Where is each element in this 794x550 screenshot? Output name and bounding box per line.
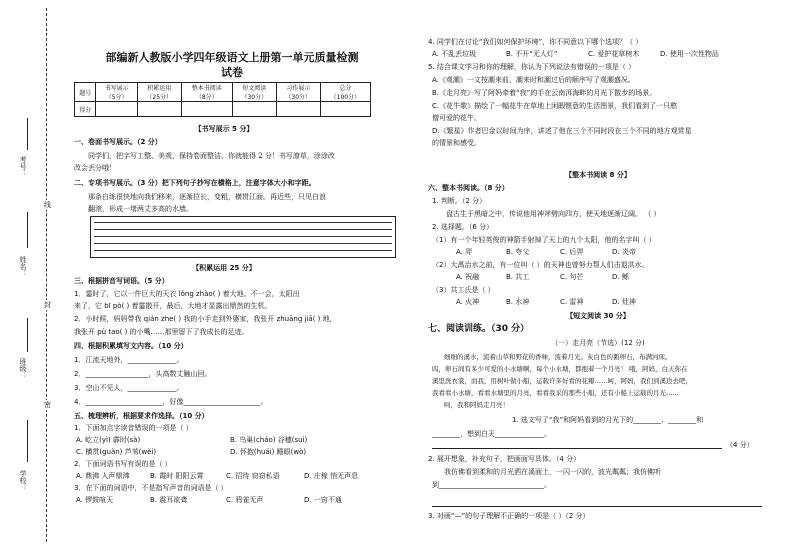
- option-b[interactable]: B. 震耳欲聋: [150, 496, 188, 504]
- option-d[interactable]: D. 庄稼 悄无声息: [304, 472, 359, 480]
- score-table: [74, 82, 371, 117]
- option-a[interactable]: A. 羿: [456, 248, 473, 256]
- reading-para: 我看看小水塘，看看水塘里的月亮，看看我采的那些小船，还有小船上运载的月光……: [432, 389, 679, 397]
- q3-line: 2．小时候，妈妈带我 qián zhe( ) 我的小手走到外婆家，我张开 zhuāng jiā( ) 地，: [74, 315, 337, 323]
- page-subtitle: 试卷: [221, 66, 243, 79]
- option-b[interactable]: B. 水神: [506, 298, 530, 306]
- reading-q3: 3. 对画“—”的句子理解不正确的一项是（ ）（2 分）: [428, 512, 590, 520]
- cut-line: [46, 8, 47, 542]
- answer-line[interactable]: [432, 448, 722, 449]
- r-question-7: 七、阅读训练。（30 分）: [428, 324, 530, 334]
- q3-line: 来了，它 bī pò( ) 着霎散开，最后，大地才显露出鼎然的生机。: [74, 302, 272, 310]
- q6-2-2: （2）大禹治水之前，有一位叫（ ）的天神也曾努力帮人们击退洪水。: [432, 261, 649, 269]
- question-4: 四、根据积累填写文内容。（10 分）: [74, 342, 188, 350]
- option-c-cont: 僧可爱的花牛。: [432, 114, 481, 122]
- writing-line: [94, 250, 392, 251]
- q2-text: 翻滚，形成一堵两丈多高的水墙。: [88, 205, 193, 213]
- score-cell[interactable]: [137, 102, 181, 117]
- line-word: 线: [44, 201, 51, 209]
- question-2: 二、专项书写展示。（3 分）把下列句子抄写在横格上，注意字体大小和字距。: [74, 179, 316, 187]
- section-book: 【整本书阅读 8 分】: [565, 171, 631, 179]
- section-accumulation: 【积累运用 25 分】: [192, 264, 256, 272]
- class-line: [27, 318, 28, 352]
- reading-q1-cont: ________，想到白天______________。: [432, 430, 551, 438]
- option-a[interactable]: A. 火神: [456, 298, 480, 306]
- q1-text: 同学们，把字写工整、美观，保持卷面整洁，你就能得 2 分！书写潦草，涂涂改: [88, 152, 335, 160]
- score-header-row: [75, 83, 371, 102]
- option-c[interactable]: C. 爱护花草树木: [588, 50, 640, 58]
- option-d[interactable]: D.《繁星》作者巴金以时间为序，讲述了他在三个不同时段在三个不同的地方观赏星: [432, 127, 692, 135]
- binding-strip: [0, 0, 58, 550]
- score-cell[interactable]: [276, 102, 320, 117]
- writing-line: [94, 229, 392, 230]
- table-header: 积累运用 （25分）: [137, 83, 181, 102]
- option-a[interactable]: A. 祝融: [456, 273, 480, 281]
- name-label: 姓名：: [19, 256, 27, 277]
- reading-para: 呵，我和阿妈走月亮！: [444, 401, 509, 409]
- writing-line: [94, 243, 392, 244]
- answer-line[interactable]: [432, 506, 762, 507]
- writing-line: [94, 222, 392, 223]
- table-header: 短文阅读 （30分）: [232, 83, 276, 102]
- option-a[interactable]: A. 不乱丢垃圾: [432, 50, 477, 58]
- table-header: 习作展示 （30分）: [276, 83, 320, 102]
- reading-para: 细细的溪水，流着山草和野花的香味，流着月光。灰白色的鹅卵石，布满河床。: [444, 353, 672, 361]
- q5-3: 3．在下面的词语中，不是指写声音的词语是（ ）: [74, 484, 228, 492]
- q5-2: 2．下面词语书写有误的是（ ）: [74, 460, 172, 468]
- seal-word: 封: [44, 301, 51, 309]
- option-c[interactable]: C. 后羿: [560, 248, 584, 256]
- option-a[interactable]: A. 锣鼓喧天: [76, 496, 114, 504]
- score-cell[interactable]: [96, 102, 137, 117]
- q6-2: 2. 选择题。（6 分）: [432, 223, 494, 231]
- q4-line: 1．江流天地外，______________。: [74, 356, 184, 364]
- option-c[interactable]: C.《花牛歌》描绘了一幅花牛在草地上闲暇惬意的生活图景，我们看到了一只憨: [432, 102, 678, 110]
- writing-box[interactable]: [90, 216, 396, 258]
- table-header: 题号: [75, 83, 96, 102]
- option-d[interactable]: D. 鲧: [612, 273, 629, 281]
- score-cell[interactable]: [232, 102, 276, 117]
- table-header: 整本书阅读 （8分）: [181, 83, 232, 102]
- q3-line: 我张开 pù tao( ) 的小嘴……那里留下了我成长的足迹。: [74, 328, 249, 336]
- option-b[interactable]: B.《走月亮》写了阿妈牵着“我”的手在云南洱海畔的月光下散步的场景。: [432, 89, 657, 97]
- q4-line: 3．空山不见人，______________。: [74, 384, 184, 392]
- section-writing: 【书写展示 5 分】: [194, 125, 254, 133]
- score-cell[interactable]: [320, 102, 370, 117]
- school-label: 学校：: [19, 470, 27, 491]
- q4-line: 4．______________________，好像______________________。: [74, 398, 268, 406]
- option-d[interactable]: D. 灶神: [612, 298, 636, 306]
- r-question-5: 5. 结合课文学习和你的理解，你认为下列说法有错误的一项是（ ）: [428, 63, 636, 71]
- reading-q2: 2. 展开想象，补充句子，把画面写具体。（4 分）: [428, 455, 581, 463]
- class-label: 班级：: [19, 358, 27, 379]
- section-short-reading: 【短文阅读 30 分】: [566, 312, 630, 320]
- table-header: 总分 （100分）: [320, 83, 370, 102]
- q6-2-1: （1）有一个年轻英俊的神箭手射掉了天上的九个太阳，他的名字叫（ ）: [432, 236, 656, 244]
- option-c[interactable]: C. 雷神: [560, 298, 584, 306]
- option-d[interactable]: D. 怀抱(huái) 睡眼(wò): [230, 448, 307, 456]
- score-cell[interactable]: [181, 102, 232, 117]
- option-b[interactable]: B. 共工: [506, 273, 530, 281]
- option-c[interactable]: C. 句芒: [560, 273, 584, 281]
- q2-text: 那条白练很快地向我们移来，逐渐拉长，变粗，横贯江面。再近些，只见白浪: [88, 193, 326, 201]
- reading-para: 溪里洗衣裳，而我，用树叶做小船，运载许多好看的花瓣……呵，阿妈，我们到溪边去吧，: [432, 377, 692, 385]
- option-a[interactable]: A. 鼎沸 人声鼎沸: [76, 472, 130, 480]
- table-header: 书写展示 （5分）: [96, 83, 137, 102]
- secret-word: 密: [44, 401, 51, 409]
- q3-line: 1．霎时了，它以一件巨大的天衣 lǒng zhào( ) 着大地。不一会，太阳出: [74, 290, 300, 298]
- option-b[interactable]: B. 不开“无人灯”: [506, 50, 558, 58]
- option-b[interactable]: B. 鸟巢(cháo) 谷穗(suì): [230, 436, 308, 444]
- q6-1: 1. 判断。（2 分）: [432, 197, 487, 205]
- option-c[interactable]: C. 招待 窃窃私语: [226, 472, 280, 480]
- q4-line: 2．__________________，头高数丈触山回。: [74, 370, 212, 378]
- q6-2-3: （3）共工氏是（ ）: [432, 286, 495, 294]
- q1-text: 改会丢分哦！: [74, 164, 116, 172]
- option-a[interactable]: A. 屹立(yì) 霹时(sà): [76, 436, 141, 444]
- exam-no-line: [27, 118, 28, 150]
- q5-1: 1．下面加点字读音错误的一项是（ ）: [74, 424, 193, 432]
- writing-line: [94, 236, 392, 237]
- reading-para: 呜，卵石间有多少可爱的小水塘啊，每个小水塘，都抱着一个月亮！ 哦，阿妈，白天你在: [432, 365, 688, 373]
- option-b[interactable]: B. 霞时 阳阳云霄: [150, 472, 204, 480]
- question-1: 一、卷面书写展示。（2 分）: [74, 138, 162, 146]
- reading-q1-score: （4 分）: [726, 441, 754, 449]
- option-d[interactable]: D. 使用一次性物品: [660, 50, 719, 58]
- score-row: [75, 102, 371, 117]
- option-d-cont: 的情景和感受。: [432, 139, 481, 147]
- school-line: [27, 420, 28, 462]
- reading-q2-text: 我仿佛看到柔和的月光洒在溪面上，一闪一闪的，波光粼粼；我仿佛听: [444, 468, 661, 476]
- question-3: 三、根据拼音写词语。（5 分）: [74, 277, 169, 285]
- reading-q1: 1. 选文写了“我”和阿妈看到的月光下的________、________和: [512, 416, 704, 424]
- exam-no-label: 考号：: [19, 156, 27, 177]
- option-a[interactable]: A.《观潮》一文按潮来前、潮来时和潮过后的顺序写了观潮盛况。: [432, 76, 635, 84]
- r-question-6: 六、整本书阅读。（8 分）: [428, 184, 509, 192]
- reading-q2-text: 到______________________________。: [432, 481, 551, 489]
- r-question-4: 4. 同学们在讨论“我们如何保护环境”，你不同意以下哪个选项？（ ）: [428, 38, 643, 46]
- option-d[interactable]: D. 一窍不通: [304, 496, 342, 504]
- option-d[interactable]: D. 炎帝: [612, 248, 636, 256]
- score-row-label: 得分: [75, 102, 96, 117]
- question-5: 五、梳理辨析，根据要求作选择。（10 分）: [74, 412, 209, 420]
- q6-1-text: 盘古生于黑暗之中，传说他用神斧劈向四方，使天地逐渐辽阔。 （ ）: [446, 210, 661, 218]
- reading-title: （一）走月亮（节选）(12 分): [551, 339, 645, 347]
- name-line: [27, 212, 28, 248]
- option-c[interactable]: C. 鸦雀无声: [226, 496, 264, 504]
- page-title: 部编新人教版小学四年级语文上册第一单元质量检测: [105, 51, 359, 64]
- option-c[interactable]: C. 横贯(guàn) 芦苇(wěi): [76, 448, 157, 456]
- option-b[interactable]: B. 夸父: [506, 248, 530, 256]
